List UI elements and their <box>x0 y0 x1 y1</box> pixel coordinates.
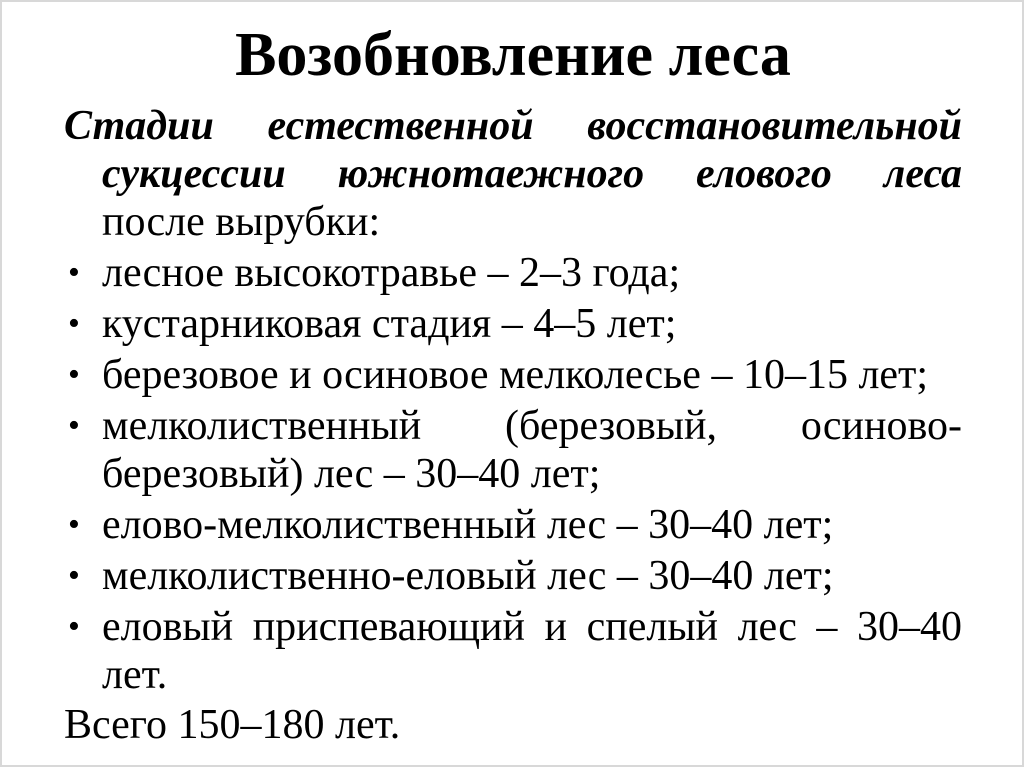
bullet-line: березовый) лес – 30–40 лет; <box>102 451 601 497</box>
list-item-5 <box>64 501 962 549</box>
list-item-6 <box>64 552 962 600</box>
bullet-line: мелколиственно-еловый лес – 30–40 лет; <box>102 553 834 599</box>
bullet-list <box>64 249 962 699</box>
intro-line-2: сукцессии южнотаежного елового леса <box>102 151 962 197</box>
list-item-4 <box>64 402 962 498</box>
bullet-icon: • <box>68 506 80 543</box>
page-title: Возобновление леса <box>235 21 791 89</box>
list-item-2 <box>64 300 962 348</box>
slide-content <box>2 2 1022 749</box>
bullet-icon: • <box>68 254 80 291</box>
bullet-line: лет. <box>102 652 168 698</box>
bullet-line: елово-мелколиственный лес – 30–40 лет; <box>102 502 834 548</box>
list-item-7 <box>64 603 962 699</box>
bullet-line: мелколиственный (березовый, осиново- <box>102 403 962 449</box>
intro-line-3: после вырубки: <box>102 199 381 245</box>
list-item-1 <box>64 249 962 297</box>
bullet-icon: • <box>68 356 80 393</box>
bullet-line: березовое и осиновое мелколесье – 10–15 лет; <box>102 352 929 398</box>
bullet-icon: • <box>68 407 80 444</box>
bullet-line: кустарниковая стадия – 4–5 лет; <box>102 301 677 347</box>
total-line: Всего 150–180 лет. <box>64 702 401 748</box>
list-item-3 <box>64 351 962 399</box>
intro-paragraph <box>64 102 962 246</box>
bullet-icon: • <box>68 557 80 594</box>
bullet-icon: • <box>68 305 80 342</box>
bullet-line: еловый приспевающий и спелый лес – 30–40 <box>102 604 962 650</box>
bullet-line: лесное высокотравье – 2–3 года; <box>102 250 681 296</box>
bullet-icon: • <box>68 608 80 645</box>
intro-line-1: Стадии естественной восстановительной <box>64 103 962 149</box>
